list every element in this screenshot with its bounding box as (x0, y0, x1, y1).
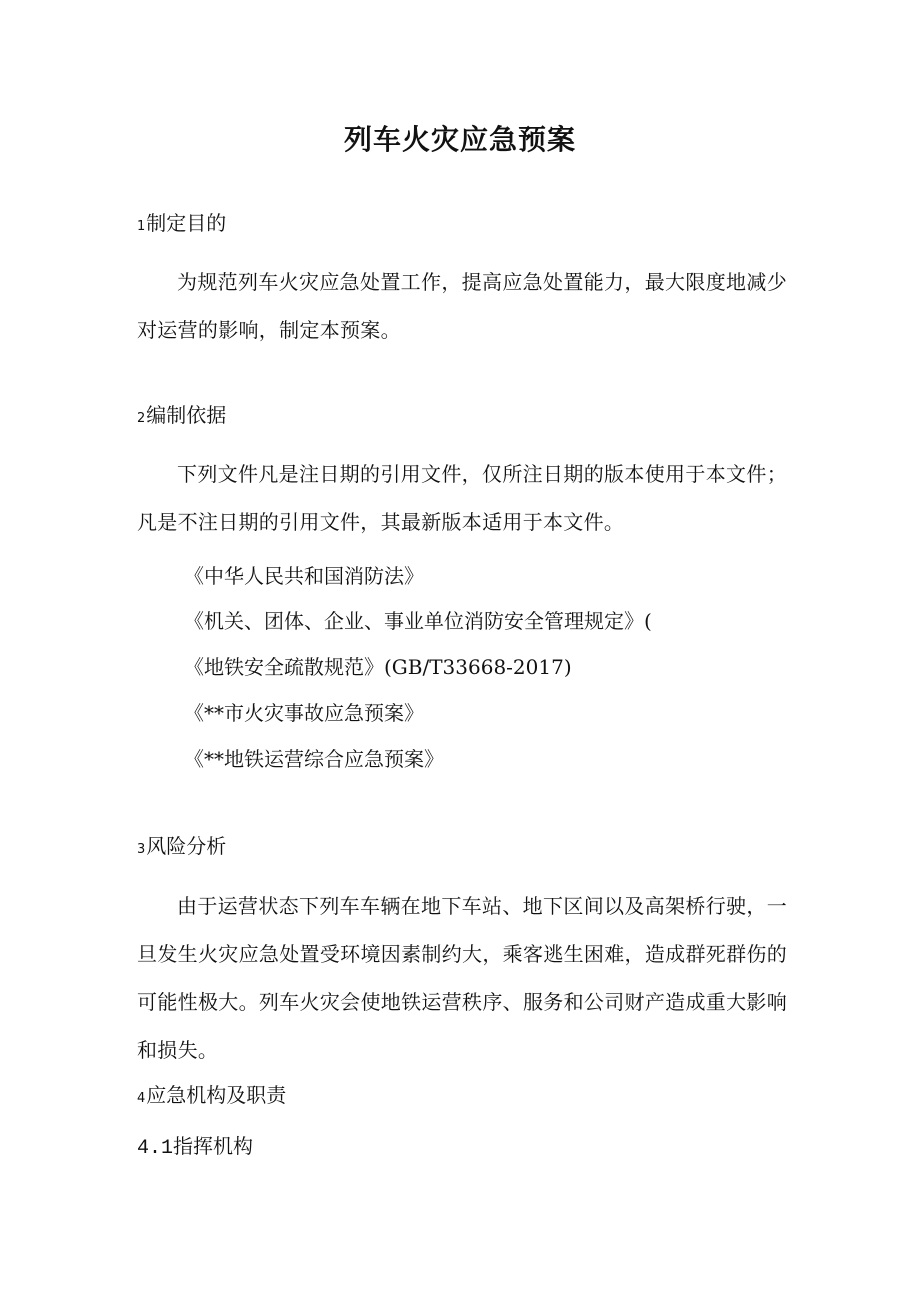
subsection-4-1-heading: 4.1指挥机构 (137, 1137, 254, 1160)
section-1-number: 1 (137, 219, 146, 234)
section-2-number: 2 (137, 411, 146, 426)
section-2-paragraph: 下列文件凡是注日期的引用文件，仅所注日期的版本使用于本文件；凡是不注日期的引用文件，其最新版本适用于本文件。 (137, 462, 787, 534)
section-2-title: 编制依据 (146, 403, 227, 427)
reference-item: 《**地铁运营综合应急预案》 (184, 747, 444, 771)
section-4-heading (137, 1081, 286, 1113)
section-4-title: 应急机构及职责 (146, 1083, 287, 1107)
section-1-title: 制定目的 (146, 211, 227, 235)
section-3-paragraph: 由于运营状态下列车车辆在地下车站、地下区间以及高架桥行驶，一旦发生火灾应急处置受环境因素制约大，乘客逃生困难，造成群死群伤的可能性极大。列车火灾会使地铁运营秩序、服务和公司财产造成重大影响和损失。 (137, 894, 787, 1062)
section-1-paragraph: 为规范列车火灾应急处置工作，提高应急处置能力，最大限度地减少对运营的影响，制定本预案。 (137, 270, 787, 342)
section-4-number: 4 (137, 1091, 146, 1106)
section-1-heading (137, 209, 226, 241)
reference-item: 《**市火灾事故应急预案》 (184, 701, 424, 725)
document-title: 列车火灾应急预案 (343, 123, 576, 156)
section-3-heading (137, 832, 226, 864)
section-3-number: 3 (137, 842, 146, 857)
section-3-title: 风险分析 (146, 834, 227, 858)
reference-item: 《机关、团体、企业、事业单位消防安全管理规定》( (184, 609, 652, 633)
section-2-heading (137, 401, 226, 433)
reference-item: 《地铁安全疏散规范》(GB/T33668-2017) (184, 655, 572, 679)
reference-item: 《中华人民共和国消防法》 (184, 564, 424, 588)
